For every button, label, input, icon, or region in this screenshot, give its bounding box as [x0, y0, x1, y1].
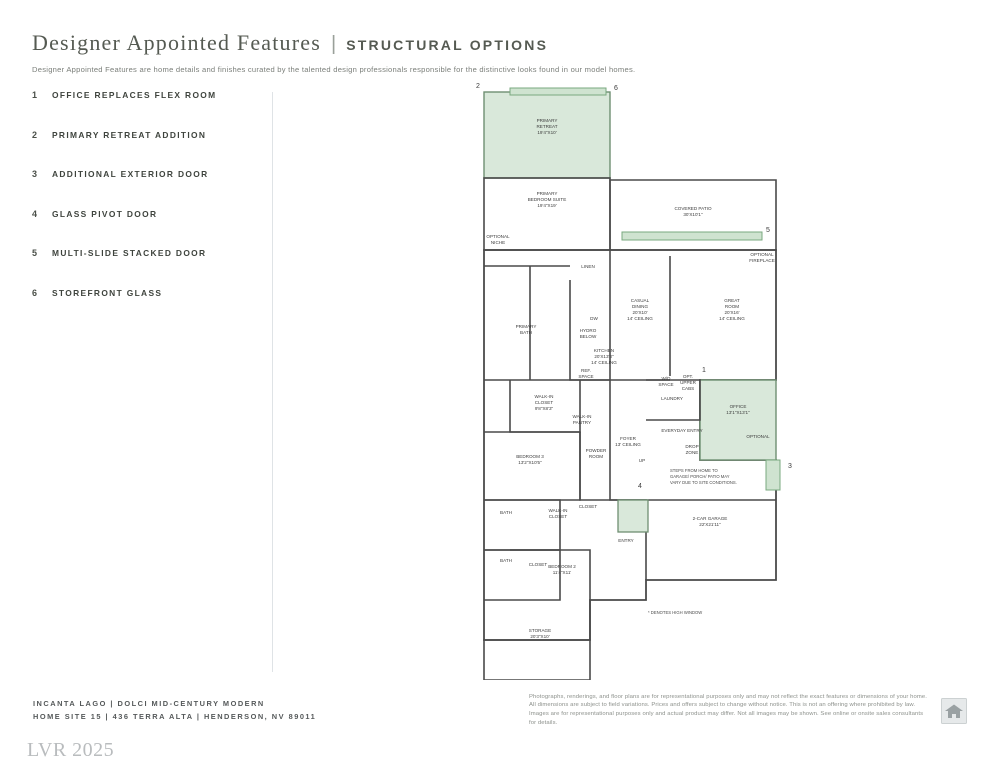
svg-text:14' CEILING: 14' CEILING [719, 316, 745, 321]
svg-text:SPACE: SPACE [578, 374, 594, 379]
title-row [32, 30, 832, 56]
callout-2: 2 [476, 83, 480, 90]
svg-text:STORAGE: STORAGE [528, 628, 552, 633]
svg-text:COVERED PATIO: COVERED PATIO [674, 206, 712, 211]
page-title: Designer Appointed Features [32, 30, 322, 55]
structural-options-list [32, 90, 272, 327]
list-item [32, 90, 272, 100]
svg-text:PRIMARY: PRIMARY [536, 191, 558, 196]
svg-text:OPTIONAL: OPTIONAL [750, 252, 774, 257]
svg-text:DINING: DINING [631, 304, 649, 309]
svg-text:DW: DW [590, 316, 598, 321]
svg-text:KITCHEN: KITCHEN [593, 348, 615, 353]
svg-text:RETREAT: RETREAT [536, 124, 558, 129]
svg-text:EVERYDAY ENTRY: EVERYDAY ENTRY [661, 428, 703, 433]
option-label: OFFICE REPLACES FLEX ROOM [52, 90, 217, 100]
svg-text:14' CEILING: 14' CEILING [627, 316, 653, 321]
svg-text:19'4"X19': 19'4"X19' [537, 203, 557, 208]
list-item [32, 209, 272, 219]
svg-text:GREAT: GREAT [724, 298, 740, 303]
option-number: 6 [32, 287, 38, 298]
callout-1: 1 [702, 367, 706, 374]
header-description: Designer Appointed Features are home details and finishes curated by the talented design professionals responsible for the distinctive looks found in our model homes. [32, 65, 636, 74]
callout-6: 6 [614, 85, 618, 92]
svg-text:WALK-IN: WALK-IN [548, 508, 568, 513]
list-item [32, 130, 272, 140]
option-label: GLASS PIVOT DOOR [52, 208, 158, 219]
svg-text:PRIMARY: PRIMARY [515, 324, 537, 329]
list-item [32, 169, 272, 179]
option-label: ADDITIONAL EXTERIOR DOOR [52, 169, 209, 180]
footer-line-1: INCANTA LAGO | DOLCI MID-CENTURY MODERN [33, 699, 265, 709]
svg-text:W/D: W/D [661, 376, 671, 381]
option-number: 2 [32, 129, 38, 140]
svg-text:DROP: DROP [685, 444, 699, 449]
svg-text:BATH: BATH [500, 510, 512, 515]
svg-text:SPACE: SPACE [658, 382, 674, 387]
svg-text:30'X10'1": 30'X10'1" [683, 212, 703, 217]
svg-text:CLOSET: CLOSET [578, 504, 598, 509]
svg-text:BATH: BATH [500, 558, 512, 563]
callout-3: 3 [788, 463, 792, 470]
svg-text:HYDRO: HYDRO [579, 328, 597, 333]
svg-text:13' CEILING: 13' CEILING [615, 442, 641, 447]
svg-text:LINEN: LINEN [581, 264, 595, 269]
svg-text:CABS: CABS [681, 386, 695, 391]
svg-text:PANTRY: PANTRY [572, 420, 592, 425]
svg-text:OFFICE: OFFICE [729, 404, 747, 409]
floorplan [470, 80, 800, 680]
svg-text:REF.: REF. [581, 368, 591, 373]
svg-text:20'X10': 20'X10' [632, 310, 648, 315]
callout-5: 5 [766, 227, 770, 234]
svg-text:CASUAL: CASUAL [630, 298, 650, 303]
vertical-divider [272, 92, 273, 672]
svg-text:POWDER: POWDER [585, 448, 607, 453]
option-number: 4 [32, 208, 38, 219]
title-separator: | [331, 33, 337, 55]
svg-text:BEDROOM 3: BEDROOM 3 [516, 454, 544, 459]
svg-text:BEDROOM 2: BEDROOM 2 [548, 564, 576, 569]
svg-text:FIREPLACE: FIREPLACE [749, 258, 775, 263]
watermark: LVR 2025 [27, 739, 115, 761]
option-number: 5 [32, 248, 38, 259]
svg-text:11'4"X11': 11'4"X11' [552, 570, 572, 575]
svg-text:BATH: BATH [520, 330, 532, 335]
svg-text:UP: UP [638, 458, 646, 463]
list-item [32, 248, 272, 258]
svg-text:13'1"X13'1": 13'1"X13'1" [726, 410, 750, 415]
svg-text:VARY DUE TO SITE CONDITIONS.: VARY DUE TO SITE CONDITIONS. [670, 480, 737, 485]
svg-text:WALK-IN: WALK-IN [572, 414, 592, 419]
svg-text:CLOSET: CLOSET [528, 562, 548, 567]
page-subtitle-heading: STRUCTURAL OPTIONS [346, 37, 549, 53]
svg-text:ROOM: ROOM [724, 304, 740, 309]
svg-text:FOYER: FOYER [620, 436, 636, 441]
svg-text:20'3"X10': 20'3"X10' [530, 634, 550, 639]
equal-housing-opportunity-icon [941, 698, 967, 724]
svg-text:OPT.: OPT. [682, 374, 694, 379]
svg-text:WALK-IN: WALK-IN [534, 394, 554, 399]
svg-text:ZONE: ZONE [685, 450, 699, 455]
callout-4: 4 [638, 483, 642, 490]
svg-text:2-CAR GARAGE: 2-CAR GARAGE [692, 516, 728, 521]
svg-text:CLOSET: CLOSET [534, 400, 554, 405]
svg-text:22'X21'11": 22'X21'11" [699, 522, 721, 527]
option-label: MULTI-SLIDE STACKED DOOR [52, 248, 207, 259]
svg-text:20'X13'3": 20'X13'3" [594, 354, 614, 359]
footer-community-info [33, 698, 316, 724]
svg-text:14' CEILING: 14' CEILING [591, 360, 617, 365]
svg-text:CLOSET: CLOSET [548, 514, 568, 519]
svg-text:BELOW: BELOW [579, 334, 597, 339]
svg-text:LAUNDRY: LAUNDRY [661, 396, 683, 401]
svg-text:NICHE: NICHE [490, 240, 506, 245]
svg-text:OPTIONAL: OPTIONAL [746, 434, 770, 439]
footer-disclaimer: Photographs, renderings, and floor plans are for representational purposes only and may not reflect the exact features or dimensions of your home. All dimensions are subject to field variations. Prices and offers subject to change without notice. This is not an offering where prohibited by law. Images are for representational purposes only and actual product may differ. Not all images may be shown. See online or onsite sales consultants for details. [529, 693, 928, 727]
svg-text:9'8"X8'3": 9'8"X8'3" [534, 406, 554, 411]
page-header [32, 30, 832, 74]
footer-line-2: HOME SITE 15 | 436 TERRA ALTA | HENDERSON, NV 89011 [33, 712, 317, 722]
option-number: 3 [32, 169, 38, 180]
option-label: PRIMARY RETREAT ADDITION [52, 129, 207, 140]
option-number: 1 [32, 90, 38, 100]
svg-text:UPPER: UPPER [680, 380, 696, 385]
svg-text:OPTIONAL: OPTIONAL [486, 234, 510, 239]
option-label: STOREFRONT GLASS [52, 287, 163, 298]
list-item [32, 288, 272, 298]
svg-text:PRIMARY: PRIMARY [536, 118, 558, 123]
svg-text:BEDROOM SUITE: BEDROOM SUITE [527, 197, 567, 202]
svg-text:ENTRY: ENTRY [618, 538, 634, 543]
svg-text:20'X16': 20'X16' [724, 310, 740, 315]
plan-note-high-window: * DENOTES HIGH WINDOW [648, 610, 703, 615]
svg-text:13'2"X10'5": 13'2"X10'5" [518, 460, 542, 465]
svg-text:GARAGE/ PORCH/ PATIO MAY: GARAGE/ PORCH/ PATIO MAY [670, 474, 730, 479]
svg-text:19'4"X10': 19'4"X10' [537, 130, 557, 135]
plan-note-steps: STEPS FROM HOME TO [670, 468, 718, 473]
svg-text:ROOM: ROOM [588, 454, 604, 459]
